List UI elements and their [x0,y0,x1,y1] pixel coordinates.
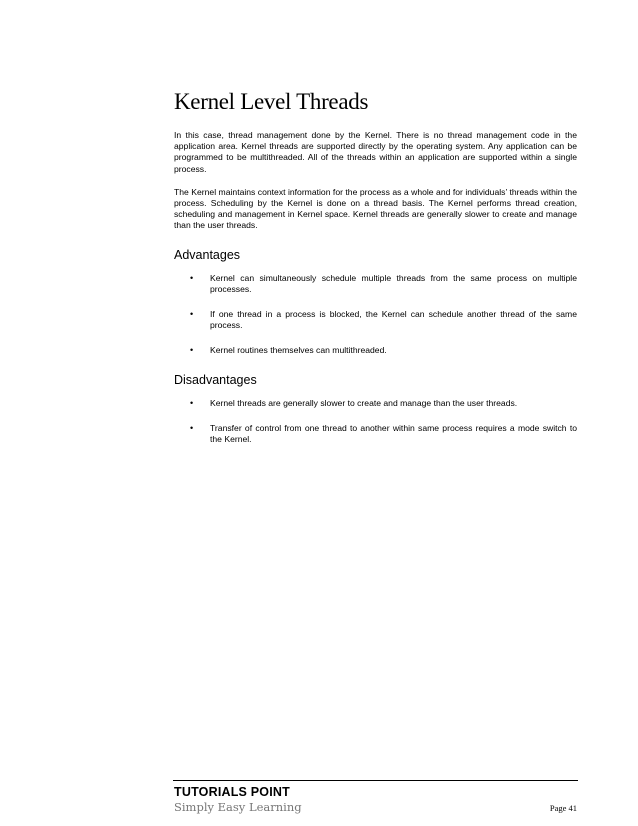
footer-tagline: Simply Easy Learning [174,800,302,814]
footer-brand: TUTORIALS POINT [174,785,290,799]
list-item-text: Transfer of control from one thread to another within same process requires a mode switch to the Kernel. [210,422,577,445]
list-item [174,398,577,409]
list-item-text: If one thread in a process is blocked, the Kernel can schedule another thread of the same process. [210,309,577,331]
bullet-icon: • [190,309,194,320]
page-content [174,88,577,459]
disadvantages-list [174,398,577,446]
list-item [174,423,577,445]
list-item-text: Kernel can simultaneously schedule multiple threads from the same process on multiple processes. [210,272,577,294]
bullet-icon: • [190,345,194,356]
context-paragraph: The Kernel maintains context information for the process as a whole and for individuals’ threads within the process. Scheduling by the Kernel is done on a thread basis. The Kernel performs thread creation, scheduling and management in Kernel space. Kernel threads are generally slower to create and manage than the user threads. [174,186,577,231]
intro-paragraph: In this case, thread management done by the Kernel. There is no thread management code in the application area. Kernel threads are supported directly by the operating system. Any application can be programmed to be multithreaded. All of the threads within an application are supported within a single process. [174,130,577,174]
page-number: Page 41 [549,803,577,813]
bullet-icon: • [190,397,194,408]
list-item [174,345,577,356]
list-item [174,273,577,295]
advantages-heading: Advantages [174,247,241,262]
page-title: Kernel Level Threads [174,89,369,114]
bullet-icon: • [190,272,194,283]
footer-divider [173,780,578,781]
list-item [174,309,577,331]
bullet-icon: • [190,422,194,433]
advantages-list [174,273,577,357]
list-item-text: Kernel routines themselves can multithreaded. [210,345,387,356]
disadvantages-heading: Disadvantages [174,372,257,387]
list-item-text: Kernel threads are generally slower to create and manage than the user threads. [210,397,518,408]
